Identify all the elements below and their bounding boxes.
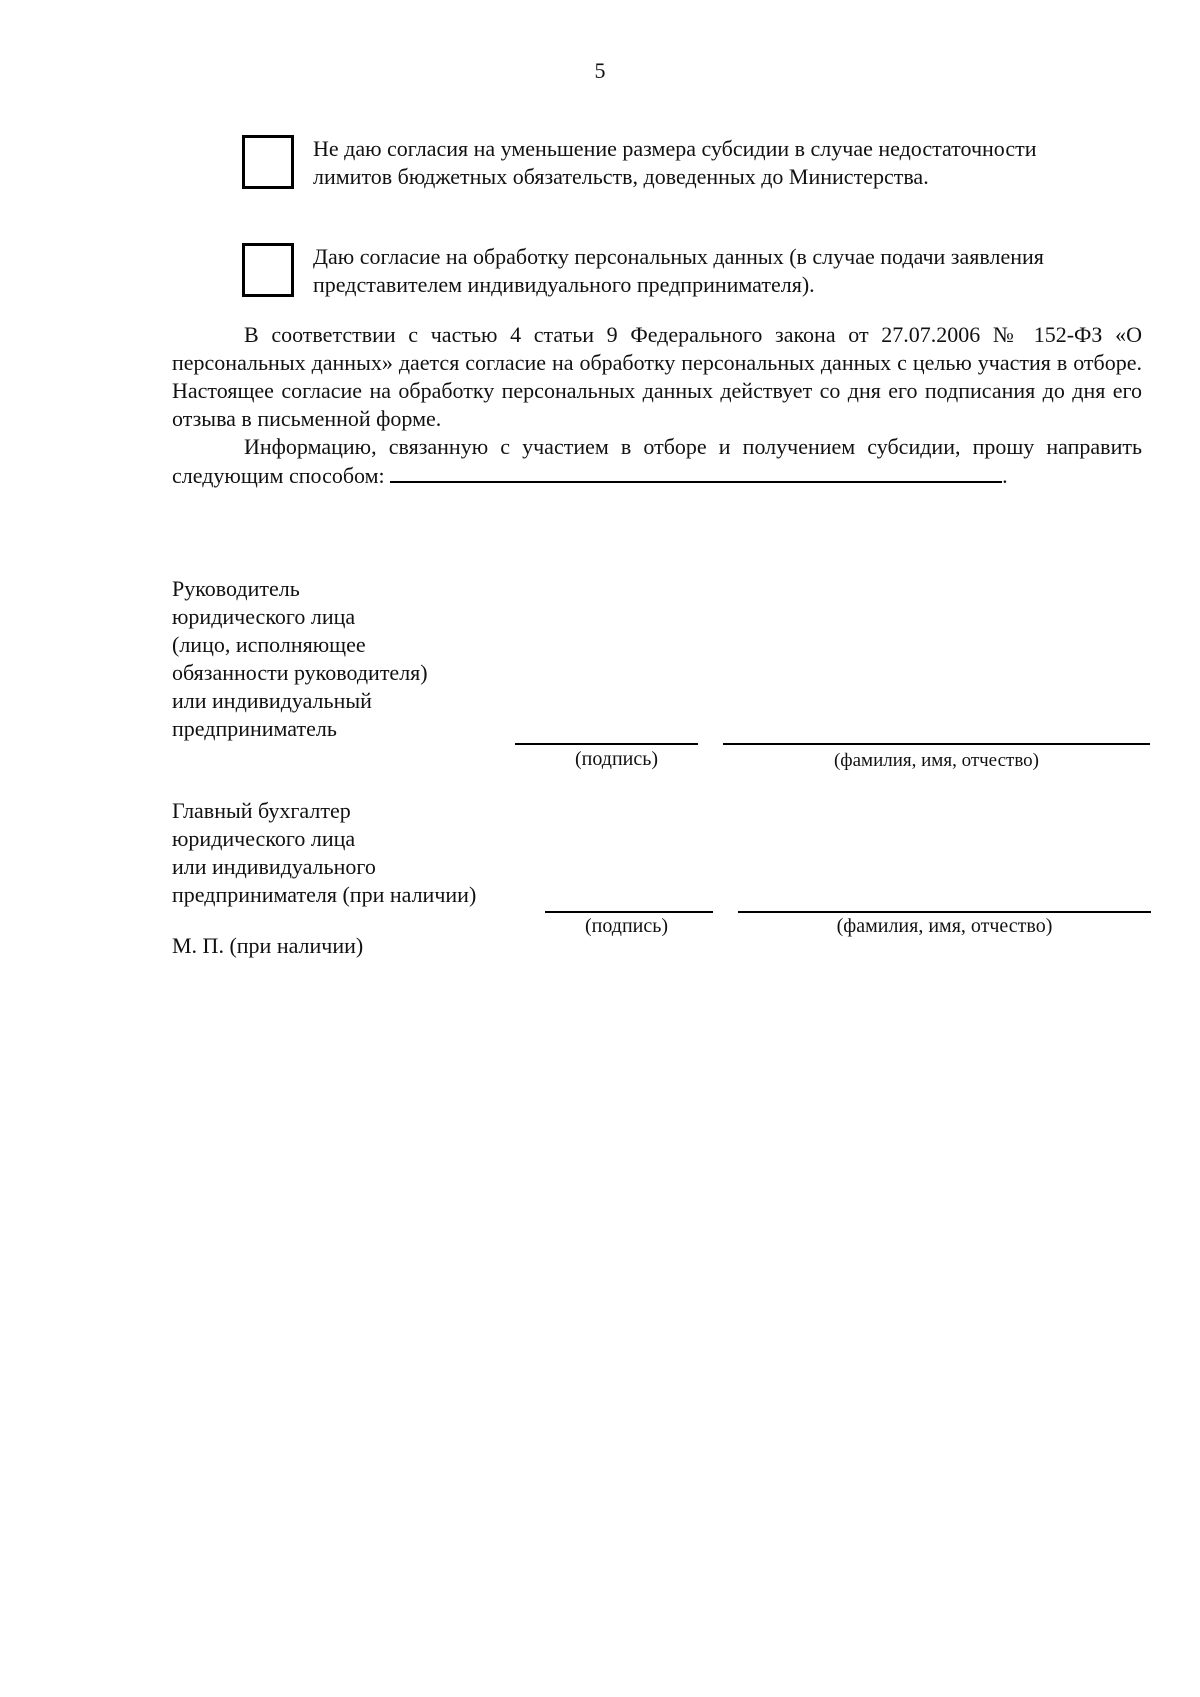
accountant-signature-caption: (подпись): [584, 915, 669, 937]
label-line: или индивидуального: [172, 854, 376, 879]
info-method-end: .: [1002, 463, 1008, 488]
accountant-name-line[interactable]: [738, 911, 1151, 913]
label-line: предпринимателя (при наличии): [172, 882, 477, 907]
head-name-caption: (фамилия, имя, отчество): [833, 750, 1039, 771]
consent-paragraph-text: В соответствии с частью 4 статьи 9 Федерального закона от 27.07.2006 № 152-ФЗ «О персональных данных» дается согласие на обработку персональных данных с целью участия в отборе. Настоящее согласие на обработку персональных данных действует со дня его подписания до дня его отзыва в письменной форме.: [172, 322, 1142, 431]
option-line: представителем индивидуального предпринимателя).: [313, 272, 815, 297]
label-line: предприниматель: [172, 716, 337, 741]
head-signatory-label: [172, 575, 512, 743]
accountant-name-caption: (фамилия, имя, отчество): [836, 915, 1053, 937]
info-method-paragraph: [172, 433, 1142, 490]
label-line: обязанности руководителя): [172, 660, 428, 685]
info-method-text: Информацию, связанную с участием в отборе и получением субсидии, прошу направить следующим способом:: [172, 434, 1142, 488]
option-line: Не даю согласия на уменьшение размера субсидии в случае недостаточности: [313, 136, 1037, 161]
option-text-personal-data-consent: [313, 243, 1143, 299]
label-line: или индивидуальный: [172, 688, 372, 713]
label-line: юридического лица: [172, 604, 356, 629]
checkbox-personal-data-consent[interactable]: [242, 243, 294, 297]
head-name-line[interactable]: [723, 743, 1150, 745]
head-signature-caption: (подпись): [574, 748, 659, 770]
chief-accountant-label: [172, 797, 532, 909]
checkbox-no-subsidy-reduction[interactable]: [242, 135, 294, 189]
label-line: Руководитель: [172, 576, 300, 601]
label-line: юридического лица: [172, 826, 356, 851]
option-text-no-subsidy-reduction: [313, 135, 1143, 191]
label-line: Главный бухгалтер: [172, 798, 351, 823]
consent-paragraph: [172, 321, 1142, 433]
info-method-field[interactable]: [390, 461, 1002, 483]
option-no-subsidy-reduction: [240, 135, 1140, 199]
head-signature-line[interactable]: [515, 743, 698, 745]
option-line: лимитов бюджетных обязательств, доведенных до Министерства.: [313, 164, 929, 189]
option-personal-data-consent: [240, 243, 1140, 307]
stamp-label: М. П. (при наличии): [172, 933, 364, 958]
accountant-signature-line[interactable]: [545, 911, 713, 913]
option-line: Даю согласие на обработку персональных данных (в случае подачи заявления: [313, 244, 1044, 269]
label-line: (лицо, исполняющее: [172, 632, 366, 657]
page-number: 5: [594, 58, 606, 83]
